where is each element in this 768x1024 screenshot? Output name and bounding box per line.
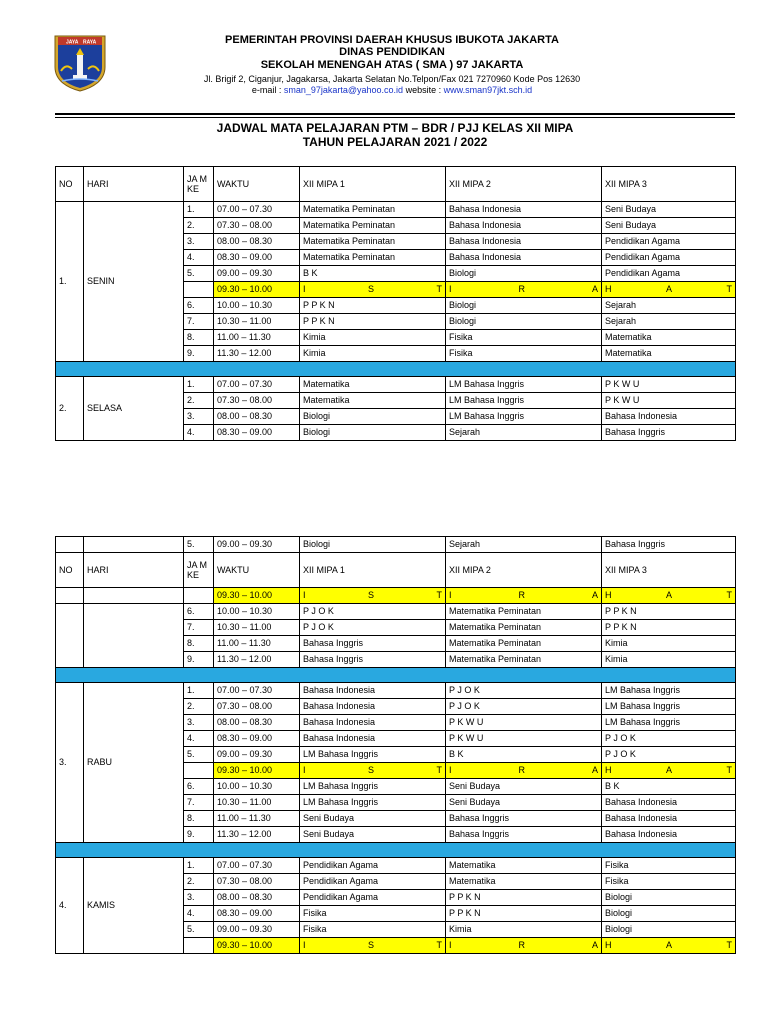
break-label-cell xyxy=(300,282,446,298)
subject-cell: Kimia xyxy=(446,922,602,938)
schedule-table-page2 xyxy=(55,536,736,954)
subject-cell: B K xyxy=(446,747,602,763)
subject-cell: Biologi xyxy=(602,906,736,922)
jam-cell: 4. xyxy=(184,425,214,441)
subject-cell: Bahasa Inggris xyxy=(602,537,736,553)
break-label-cell xyxy=(300,588,446,604)
break-letter: R xyxy=(518,765,525,775)
separator-cell xyxy=(56,668,736,683)
subject-cell: Matematika xyxy=(602,346,736,362)
school-address: Jl. Brigif 2, Ciganjur, Jagakarsa, Jakarta Selatan No.Telpon/Fax 021 7270960 Kode Pos 12630 xyxy=(203,74,581,84)
col-class2-header: XII MIPA 2 xyxy=(446,553,602,588)
subject-cell: P P K N xyxy=(602,620,736,636)
waktu-cell: 10.00 – 10.30 xyxy=(214,604,300,620)
break-letter: H xyxy=(605,765,612,775)
waktu-cell: 07.30 – 08.00 xyxy=(214,699,300,715)
jam-cell: 9. xyxy=(184,827,214,843)
day-name: SENIN xyxy=(84,202,184,362)
break-letter: I xyxy=(303,590,306,600)
subject-cell: Matematika Peminatan xyxy=(446,652,602,668)
break-letter: I xyxy=(303,284,306,294)
waktu-cell: 07.00 – 07.30 xyxy=(214,377,300,393)
break-letter: A xyxy=(591,590,598,600)
jam-cell: 9. xyxy=(184,652,214,668)
jam-cell: 2. xyxy=(184,699,214,715)
subject-cell: Biologi xyxy=(300,537,446,553)
subject-cell: Pendidikan Agama xyxy=(300,858,446,874)
table-header-row xyxy=(56,167,736,202)
col-class3-header: XII MIPA 3 xyxy=(602,167,736,202)
day-name: KAMIS xyxy=(84,858,184,954)
subject-cell: Matematika Peminatan xyxy=(446,636,602,652)
subject-cell: Bahasa Indonesia xyxy=(300,683,446,699)
subject-cell: Matematika Peminatan xyxy=(300,250,446,266)
day-number: 4. xyxy=(56,858,84,954)
subject-cell: Pendidikan Agama xyxy=(602,234,736,250)
break-letter: S xyxy=(368,765,375,775)
dki-jakarta-crest-logo xyxy=(52,33,108,93)
subject-cell: P K W U xyxy=(446,731,602,747)
subject-cell: Bahasa Indonesia xyxy=(602,811,736,827)
empty-cell xyxy=(56,588,84,604)
waktu-cell: 08.00 – 08.30 xyxy=(214,234,300,250)
jam-cell: 5. xyxy=(184,747,214,763)
subject-cell: Bahasa Inggris xyxy=(300,636,446,652)
waktu-cell: 07.00 – 07.30 xyxy=(214,202,300,218)
jam-cell: 3. xyxy=(184,715,214,731)
break-letter: S xyxy=(368,940,375,950)
subject-cell: P P K N xyxy=(300,298,446,314)
subject-cell: Sejarah xyxy=(446,425,602,441)
subject-cell: LM Bahasa Inggris xyxy=(300,795,446,811)
subject-cell: Fisika xyxy=(300,922,446,938)
day-separator xyxy=(56,843,736,858)
waktu-cell: 07.30 – 08.00 xyxy=(214,218,300,234)
schedule-year: TAHUN PELAJARAN 2021 / 2022 xyxy=(302,135,488,149)
subject-cell: Kimia xyxy=(602,652,736,668)
break-letter: T xyxy=(436,940,442,950)
break-label-cell xyxy=(602,938,736,954)
subject-cell: Bahasa Inggris xyxy=(446,811,602,827)
jam-cell: 2. xyxy=(184,218,214,234)
subject-cell: Bahasa Indonesia xyxy=(446,202,602,218)
subject-cell: Fisika xyxy=(300,906,446,922)
waktu-cell: 09.00 – 09.30 xyxy=(214,747,300,763)
subject-cell: Matematika Peminatan xyxy=(300,202,446,218)
break-letter: A xyxy=(591,765,598,775)
school-title: SEKOLAH MENENGAH ATAS ( SMA ) 97 JAKARTA xyxy=(260,59,524,71)
break-letter: R xyxy=(518,940,525,950)
empty-cell xyxy=(56,604,84,668)
subject-cell: Bahasa Indonesia xyxy=(602,409,736,425)
subject-cell: Seni Budaya xyxy=(300,811,446,827)
jam-cell: 1. xyxy=(184,202,214,218)
day-name: SELASA xyxy=(84,377,184,441)
subject-cell: Pendidikan Agama xyxy=(300,874,446,890)
subject-cell: Bahasa Indonesia xyxy=(300,731,446,747)
col-class1-header: XII MIPA 1 xyxy=(300,553,446,588)
day-name: RABU xyxy=(84,683,184,843)
jam-cell: 9. xyxy=(184,346,214,362)
col-class1-header: XII MIPA 1 xyxy=(300,167,446,202)
waktu-cell: 08.00 – 08.30 xyxy=(214,715,300,731)
break-label-cell xyxy=(602,763,736,779)
break-label-cell xyxy=(602,282,736,298)
empty-cell xyxy=(56,537,84,553)
break-time-cell: 09.30 – 10.00 xyxy=(214,938,300,954)
empty-cell xyxy=(84,604,184,668)
col-hari-header: HARI xyxy=(84,167,184,202)
break-time-cell: 09.30 – 10.00 xyxy=(214,588,300,604)
waktu-cell: 07.30 – 08.00 xyxy=(214,393,300,409)
day-separator xyxy=(56,668,736,683)
subject-cell: P K W U xyxy=(602,377,736,393)
subject-cell: LM Bahasa Inggris xyxy=(602,715,736,731)
waktu-cell: 08.00 – 08.30 xyxy=(214,890,300,906)
jam-cell: 1. xyxy=(184,858,214,874)
jam-cell xyxy=(184,282,214,298)
jam-cell: 5. xyxy=(184,922,214,938)
subject-cell: Bahasa Indonesia xyxy=(602,795,736,811)
contact-line xyxy=(187,84,597,97)
break-time-cell: 09.30 – 10.00 xyxy=(214,282,300,298)
break-label-cell xyxy=(300,938,446,954)
jam-cell: 5. xyxy=(184,537,214,553)
break-letter: T xyxy=(436,284,442,294)
break-letter: S xyxy=(368,284,375,294)
waktu-cell: 07.30 – 08.00 xyxy=(214,874,300,890)
waktu-cell: 11.00 – 11.30 xyxy=(214,636,300,652)
waktu-cell: 11.30 – 12.00 xyxy=(214,827,300,843)
subject-cell: P K W U xyxy=(446,715,602,731)
subject-cell: Bahasa Indonesia xyxy=(446,250,602,266)
break-letter: A xyxy=(665,284,672,294)
svg-text:RAYA: RAYA xyxy=(83,39,97,46)
break-label-cell xyxy=(446,282,602,298)
subject-cell: P J O K xyxy=(446,683,602,699)
col-class3-header: XII MIPA 3 xyxy=(602,553,736,588)
subject-cell: Biologi xyxy=(446,314,602,330)
subject-cell: Bahasa Indonesia xyxy=(602,827,736,843)
col-jam-ke-header: JA M KE xyxy=(184,553,214,588)
day-number: 2. xyxy=(56,377,84,441)
waktu-cell: 08.30 – 09.00 xyxy=(214,906,300,922)
break-label-cell xyxy=(300,763,446,779)
waktu-cell: 07.00 – 07.30 xyxy=(214,858,300,874)
table-row xyxy=(56,202,736,218)
subject-cell: Biologi xyxy=(602,890,736,906)
subject-cell: Biologi xyxy=(300,409,446,425)
col-waktu-header: WAKTU xyxy=(214,167,300,202)
break-label-cell xyxy=(446,938,602,954)
subject-cell: Matematika Peminatan xyxy=(446,620,602,636)
empty-cell xyxy=(84,588,184,604)
subject-cell: Matematika Peminatan xyxy=(300,218,446,234)
subject-cell: P K W U xyxy=(602,393,736,409)
jam-cell: 5. xyxy=(184,266,214,282)
waktu-cell: 08.30 – 09.00 xyxy=(214,731,300,747)
subject-cell: P P K N xyxy=(602,604,736,620)
break-letter: T xyxy=(726,284,732,294)
schedule-table-page1 xyxy=(55,166,736,441)
svg-text:JAYA: JAYA xyxy=(66,39,79,46)
table-row xyxy=(56,377,736,393)
subject-cell: Seni Budaya xyxy=(602,202,736,218)
jam-cell: 3. xyxy=(184,234,214,250)
waktu-cell: 08.30 – 09.00 xyxy=(214,425,300,441)
break-letter: T xyxy=(436,590,442,600)
jam-cell: 8. xyxy=(184,811,214,827)
subject-cell: Seni Budaya xyxy=(300,827,446,843)
break-letter: R xyxy=(518,284,525,294)
subject-cell: Seni Budaya xyxy=(446,795,602,811)
subject-cell: P P K N xyxy=(446,890,602,906)
break-label-cell xyxy=(446,588,602,604)
break-letter: A xyxy=(591,284,598,294)
table-row xyxy=(56,683,736,699)
break-letter: I xyxy=(303,765,306,775)
waktu-cell: 10.00 – 10.30 xyxy=(214,779,300,795)
header-rule-thin xyxy=(55,117,735,118)
subject-cell: Bahasa Indonesia xyxy=(446,218,602,234)
jam-cell: 6. xyxy=(184,779,214,795)
col-hari-header: HARI xyxy=(84,553,184,588)
subject-cell: LM Bahasa Inggris xyxy=(446,409,602,425)
break-letter: H xyxy=(605,284,612,294)
subject-cell: Bahasa Inggris xyxy=(446,827,602,843)
subject-cell: Fisika xyxy=(602,858,736,874)
waktu-cell: 11.00 – 11.30 xyxy=(214,811,300,827)
jam-cell: 6. xyxy=(184,298,214,314)
subject-cell: P J O K xyxy=(446,699,602,715)
subject-cell: Biologi xyxy=(446,266,602,282)
subject-cell: Bahasa Inggris xyxy=(300,652,446,668)
subject-cell: P J O K xyxy=(602,731,736,747)
jam-cell: 7. xyxy=(184,620,214,636)
subject-cell: P J O K xyxy=(602,747,736,763)
waktu-cell: 09.00 – 09.30 xyxy=(214,922,300,938)
subject-cell: Bahasa Indonesia xyxy=(300,699,446,715)
waktu-cell: 11.30 – 12.00 xyxy=(214,346,300,362)
waktu-cell: 11.30 – 12.00 xyxy=(214,652,300,668)
jam-cell: 6. xyxy=(184,604,214,620)
waktu-cell: 07.00 – 07.30 xyxy=(214,683,300,699)
break-letter: I xyxy=(449,590,452,600)
subject-cell: Seni Budaya xyxy=(446,779,602,795)
subject-cell: LM Bahasa Inggris xyxy=(446,393,602,409)
subject-cell: Matematika xyxy=(300,377,446,393)
waktu-cell: 09.00 – 09.30 xyxy=(214,537,300,553)
subject-cell: Fisika xyxy=(602,874,736,890)
subject-cell: Sejarah xyxy=(602,298,736,314)
header-rule-thick xyxy=(55,113,735,115)
subject-cell: Kimia xyxy=(300,330,446,346)
break-letter: I xyxy=(449,284,452,294)
empty-cell xyxy=(84,537,184,553)
subject-cell: Matematika Peminatan xyxy=(446,604,602,620)
day-number: 3. xyxy=(56,683,84,843)
break-letter: I xyxy=(449,940,452,950)
break-label-cell xyxy=(602,588,736,604)
waktu-cell: 08.00 – 08.30 xyxy=(214,409,300,425)
jam-cell: 4. xyxy=(184,731,214,747)
subject-cell: Pendidikan Agama xyxy=(300,890,446,906)
subject-cell: Sejarah xyxy=(602,314,736,330)
subject-cell: Sejarah xyxy=(446,537,602,553)
jam-cell: 4. xyxy=(184,906,214,922)
subject-cell: Biologi xyxy=(602,922,736,938)
subject-cell: LM Bahasa Inggris xyxy=(446,377,602,393)
website-label: website : xyxy=(403,85,444,95)
table-row xyxy=(56,537,736,553)
subject-cell: Biologi xyxy=(300,425,446,441)
col-no-header: NO xyxy=(56,553,84,588)
subject-cell: B K xyxy=(602,779,736,795)
subject-cell: LM Bahasa Inggris xyxy=(300,747,446,763)
subject-cell: Pendidikan Agama xyxy=(602,266,736,282)
table-header-row xyxy=(56,553,736,588)
waktu-cell: 10.30 – 11.00 xyxy=(214,795,300,811)
break-letter: H xyxy=(605,590,612,600)
col-waktu-header: WAKTU xyxy=(214,553,300,588)
break-time-cell: 09.30 – 10.00 xyxy=(214,763,300,779)
website-link[interactable]: www.sman97jkt.sch.id xyxy=(443,85,533,95)
subject-cell: Matematika xyxy=(446,858,602,874)
subject-cell: Kimia xyxy=(602,636,736,652)
col-jam-ke-header: JA M KE xyxy=(184,167,214,202)
subject-cell: Fisika xyxy=(446,346,602,362)
schedule-title: JADWAL MATA PELAJARAN PTM – BDR / PJJ KELAS XII MIPA xyxy=(216,121,574,135)
waktu-cell: 10.30 – 11.00 xyxy=(214,620,300,636)
col-no-header: NO xyxy=(56,167,84,202)
break-letter: T xyxy=(726,940,732,950)
waktu-cell: 09.00 – 09.30 xyxy=(214,266,300,282)
jam-cell: 1. xyxy=(184,377,214,393)
subject-cell: Matematika xyxy=(602,330,736,346)
subject-cell: P P K N xyxy=(446,906,602,922)
subject-cell: LM Bahasa Inggris xyxy=(602,699,736,715)
subject-cell: LM Bahasa Inggris xyxy=(300,779,446,795)
jam-cell: 7. xyxy=(184,795,214,811)
break-letter: R xyxy=(518,590,525,600)
jam-cell: 2. xyxy=(184,874,214,890)
subject-cell: Biologi xyxy=(446,298,602,314)
subject-cell: B K xyxy=(300,266,446,282)
subject-cell: Bahasa Indonesia xyxy=(446,234,602,250)
jam-cell xyxy=(184,763,214,779)
break-label-cell xyxy=(446,763,602,779)
break-letter: A xyxy=(591,940,598,950)
day-separator xyxy=(56,362,736,377)
subject-cell: P J O K xyxy=(300,604,446,620)
subject-cell: P P K N xyxy=(300,314,446,330)
subject-cell: Bahasa Indonesia xyxy=(300,715,446,731)
letterhead xyxy=(0,0,768,120)
waktu-cell: 11.00 – 11.30 xyxy=(214,330,300,346)
department-title: DINAS PENDIDIKAN xyxy=(339,46,445,58)
government-title: PEMERINTAH PROVINSI DAERAH KHUSUS IBUKOTA JAKARTA xyxy=(225,34,559,46)
subject-cell: Matematika Peminatan xyxy=(300,234,446,250)
break-letter: T xyxy=(436,765,442,775)
break-letter: A xyxy=(665,765,672,775)
email-link[interactable]: sman_97jakarta@yahoo.co.id xyxy=(283,85,404,95)
jam-cell: 7. xyxy=(184,314,214,330)
day-number: 1. xyxy=(56,202,84,362)
jam-cell: 8. xyxy=(184,330,214,346)
subject-cell: LM Bahasa Inggris xyxy=(602,683,736,699)
separator-cell xyxy=(56,362,736,377)
jam-cell: 3. xyxy=(184,890,214,906)
subject-cell: Fisika xyxy=(446,330,602,346)
jam-cell xyxy=(184,588,214,604)
subject-cell: P J O K xyxy=(300,620,446,636)
separator-cell xyxy=(56,843,736,858)
istirahat-row xyxy=(56,588,736,604)
jam-cell: 2. xyxy=(184,393,214,409)
break-letter: A xyxy=(665,590,672,600)
subject-cell: Kimia xyxy=(300,346,446,362)
table-row xyxy=(56,604,736,620)
waktu-cell: 10.30 – 11.00 xyxy=(214,314,300,330)
break-letter: I xyxy=(303,940,306,950)
subject-cell: Matematika xyxy=(446,874,602,890)
break-letter: T xyxy=(726,765,732,775)
waktu-cell: 10.00 – 10.30 xyxy=(214,298,300,314)
jam-cell: 3. xyxy=(184,409,214,425)
subject-cell: Bahasa Inggris xyxy=(602,425,736,441)
break-letter: I xyxy=(449,765,452,775)
break-letter: A xyxy=(665,940,672,950)
break-letter: T xyxy=(726,590,732,600)
subject-cell: Pendidikan Agama xyxy=(602,250,736,266)
jam-cell xyxy=(184,938,214,954)
table-row xyxy=(56,858,736,874)
jam-cell: 1. xyxy=(184,683,214,699)
email-label: e-mail : xyxy=(251,85,284,95)
waktu-cell: 08.30 – 09.00 xyxy=(214,250,300,266)
subject-cell: Seni Budaya xyxy=(602,218,736,234)
break-letter: S xyxy=(368,590,375,600)
jam-cell: 4. xyxy=(184,250,214,266)
subject-cell: Matematika xyxy=(300,393,446,409)
break-letter: H xyxy=(605,940,612,950)
col-class2-header: XII MIPA 2 xyxy=(446,167,602,202)
jam-cell: 8. xyxy=(184,636,214,652)
